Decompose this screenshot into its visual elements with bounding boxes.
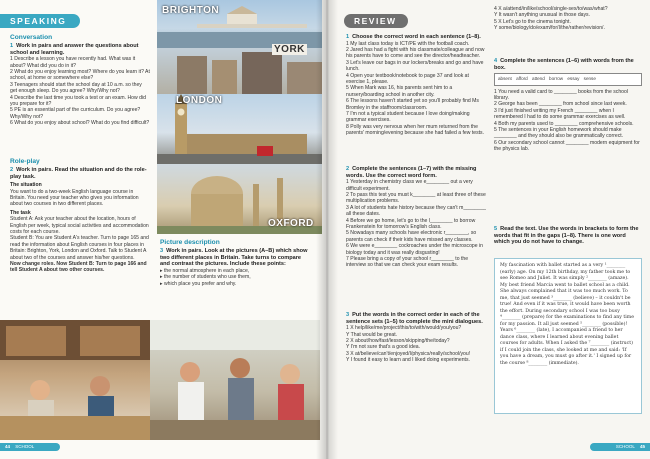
review-4-item-4: 4 Both my parents used to ________ comprehensive schools.: [494, 120, 634, 127]
review-1-item-1: 1 My last class today is ICT/PE with the football coach.: [346, 40, 470, 47]
review-2-item-2: 2 To pass this test you must k________ at least three of these multiplication problems.: [346, 192, 486, 205]
question-5: 5 PE is an essential part of the curriculum. Do you agree? Why/Why not?: [10, 107, 141, 120]
review-4-item-3: 3 I'd just finished writing my French ________ when I remembered I had to do some grammar exercises as well.: [494, 107, 626, 121]
review-task-4-title: Complete the sentences (1–6) with words from the box.: [494, 58, 634, 71]
question-3: 3 Teenagers should start the school day at 10 a.m. so they get enough sleep. Do you agree? Why/Why not?: [10, 81, 142, 95]
review-1-item-5: 5 When Mark was 16, his parents sent him to a nursery/boarding school in another city.: [346, 85, 453, 98]
review-task-3-title: Put the words in the correct order in each of the sentence sets (1–5) to complete the mini dialogues.: [346, 312, 483, 325]
review-task-1: 1 Choose the correct word in each sentence (1–8). 1 My last class today is ICT/PE with the football coach. 2 Jared has had a fight with his classmate/colleague and now his parents have to come and see the director/headteacher. 3 Let's leave our bags in our lockers/breaks and go and have lunch. 4 Open your textbook/notebook to page 37 and look at exercise 1, please. 5 When Mark was 16, his parents sent him to a nursery/boarding school in another city. 6 The lessons haven't started yet so you'll probably find Ms Bromley in the staffroom/classroom. 7 I'm not a typical student because I love doing/making grammar exercises. 8 Polly was very nervous when her mum returned from the parents' morning/evening because she had failed a few tests.: [346, 34, 485, 137]
question-4: 4 Describe the last time you took a test or an exam. How did you prepare for it?: [10, 94, 146, 108]
bullet-2: ▸ the number of students who use them,: [160, 274, 251, 281]
task-1: 1 Work in pairs and answer the questions about school and learning. 1 Describe a lesson you have recently had. What was it about? What did you do in it? 2 What do you enjoy learning most? Where do you learn it? At school, at home or somewhere else? 3 Teenagers should start the school day at 10 a.m. so they get enough sleep. Do you agree? Why/Why not? 4 Describe the last time you took a test or an exam. How did you prepare for it? 5 PE is an essential part of the curriculum. Do you agree? Why/Why not? 6 What do you enjoy about school? What do you find difficult?: [10, 43, 150, 127]
review-3-line-4: Y I'm not sure that's a good idea.: [346, 344, 421, 351]
review-task-2: 2 Complete the sentences (1–7) with the missing words. Use the correct word form. 1 Yesterday in chemistry class we e________ out a very difficult experiment. 2 To pass this test you must k________ at least three of these multiplication problems. 3 A lot of students hate history because they can't m________ all these dates. 4 Before we go home, let's go to the l________ to borrow Frankenstein for tomorrow's English class. 5 Nowadays many schools have electronic r________, so parents can check if their kids have missed any classes. 6 We were e________ cockroaches under the microscope in biology today and it was really disgusting! 7 Please bring a copy of your school r________ to the interview so that we can check your exam results.: [346, 166, 487, 269]
review-2-item-1: 1 Yesterday in chemistry class we e________ out a very difficult experiment.: [346, 179, 473, 192]
review-2-item-5: 5 Nowadays many schools have electronic r________, so parents can check if their kids have missed any classes.: [346, 230, 477, 243]
london-caption: LONDON: [176, 95, 223, 106]
student-b-text: Student B: You are Student A's teacher. Turn to page 165 and read the information about English courses in four places in Britain: Brighton, York, London and Oxford. Talk to Student A about two of the courses and answer his/her questions.: [10, 235, 149, 261]
speaking-banner: SPEAKING: [0, 14, 80, 28]
review-3-line-2: Y That would be great.: [346, 331, 398, 338]
change-roles-text: Now change roles. Now Student B: Turn to page 166 and tell Student A about two other courses.: [10, 261, 147, 274]
bullet-3: ▸ which place you prefer and why.: [160, 280, 237, 287]
situation-text: You want to do a two-week English language course in Britain. You need your teacher who gives you information about two courses in two different places.: [10, 188, 139, 208]
review-4-item-6: 6 Our secondary school cannot ________ modern equipment for the physics lab.: [494, 139, 640, 153]
review-1-item-2: 2 Jared has had a fight with his classmate/colleague and now his parents have to come and see the director/headteacher.: [346, 47, 485, 60]
review-task-5: 5 Read the text. Use the words in brackets to form the words that fit in the gaps (1–8). There is one word which you do not have to change.: [494, 226, 639, 246]
task-1-title: Work in pairs and answer the questions about school and learning.: [10, 43, 139, 56]
role-play-heading: Role-play: [10, 158, 40, 165]
review-3-line-9: 5 X Let's go to the cinema tonight.: [494, 18, 571, 25]
left-page-number: 44: [5, 444, 11, 449]
library-students-illustration: [0, 320, 150, 440]
ballet-text-box: My fascination with ballet started as a very ¹________ (early) age. On my 12th birthday, my father took me to see Romeo and Juliet. It was simply ²________ (amaze). My best friend Marcia went to ballet school as a child. She always complained that it was too much work. To me, that just seemed ³________ (believe) – it couldn't be true! And even if it was true, it would have been worth the effort. During secondary school I was too busy ⁴________ (prepare) for the examinations to find any time for my passion. It all just seemed ⁵________ (possible)! Years ⁶________ (late), I accompanied a friend to her dance class, where I learned about evening ballet courses for adults. When I asked the ⁷________ (instruct) if I could join the class, she looked at me and said: 'If you have a dream, you must go after it.' I signed up for the course ⁸________ (immediate).: [494, 258, 642, 414]
review-3-line-6: Y I found it easy to learn and I liked doing experiments.: [346, 357, 470, 364]
review-1-item-8: 8 Polly was very nervous when her mum returned from the parents' morning/evening because she had failed a few tests.: [346, 123, 485, 137]
review-2-item-6: 6 We were e________ cockroaches under the microscope in biology today and it was really disgusting!: [346, 243, 483, 256]
review-3-line-1: 1 X help/like/me/project/this/to/with/would/you/you?: [346, 325, 462, 332]
review-task-1-title: Choose the correct word in each sentence (1–8).: [352, 34, 481, 40]
review-1-item-4: 4 Open your textbook/notebook to page 37 and look at exercise 1, please.: [346, 72, 469, 86]
task-3-title: Work in pairs. Look at the pictures (A–B) which show two different places in Britain. Take turns to compare and contrast the pictures. Include these points:: [160, 248, 308, 268]
question-6: 6 What do you enjoy about school? What do you find difficult?: [10, 120, 150, 127]
review-3-line-7: 4 X a/attend/in/like/school/single-sex/to/was/what?: [494, 6, 608, 12]
review-1-item-7: 7 I'm not a typical student because I love doing/making grammar exercises.: [346, 111, 470, 124]
review-3-line-5: 3 X at/believe/can't/enjoyed/I/physics/really/school/you!: [346, 350, 471, 357]
bullet-1: ▸ the normal atmosphere in each place,: [160, 267, 250, 274]
canteen-students-illustration: [150, 320, 320, 440]
right-page: [326, 0, 650, 459]
right-page-number: 45: [639, 444, 645, 449]
library-photo: [0, 320, 150, 440]
review-3-line-8: Y It wasn't anything unusual in those days.: [494, 12, 591, 19]
canteen-photo: [150, 320, 320, 440]
review-4-item-1: 1 You need a valid card to ________ books from the school library.: [494, 88, 628, 101]
conversation-heading: Conversation: [10, 34, 53, 41]
review-3-line-10: Y some/biology/do/exam/for/I/the/rather/revision/.: [494, 25, 605, 32]
situation-label: The situation: [10, 182, 42, 189]
student-a-text: Student A: Ask your teacher about the location, hours of English per week, typical social activities and accommodation costs for each course.: [10, 216, 149, 236]
review-1-item-6: 6 The lessons haven't started yet so you'll probably find Ms Bromley in the staffroom/classroom.: [346, 98, 479, 111]
oxford-caption: OXFORD: [268, 218, 314, 229]
right-footer-label: SCHOOL: [615, 444, 635, 449]
review-4-item-2: 2 George has been ________ from school since last week.: [494, 101, 627, 108]
review-2-item-3: 3 A lot of students hate history because they can't m________ all these dates.: [346, 204, 487, 218]
picture-description-heading: Picture description: [160, 239, 220, 246]
review-task-5-title: Read the text. Use the words in brackets to form the words that fit in the gaps (1–8). There is one word which you do not have to change.: [494, 226, 639, 246]
right-footer: [590, 443, 650, 451]
left-footer: [0, 443, 60, 451]
review-4-item-5: 5 The sentences in your English homework should make ________ and they should also be grammatically correct.: [494, 127, 624, 140]
left-footer-label: SCHOOL: [15, 444, 35, 449]
task-2: 2 Work in pairs. Read the situation and do the role-play task. The situation You want to do a two-week English language course in Britain. You need your teacher who gives you information about two courses in two different places. The task Student A: Ask your teacher about the location, hours of English per week, typical social activities and accommodation costs for each course. Student B: You are Student A's teacher. Turn to page 165 and read the information about English courses in four places in Britain: Brighton, York, London and Oxford. Talk to Student A about two of the courses and answer his/her questions. Now change roles. Now Student B: Turn to page 166 and tell Student A about two other courses.: [10, 167, 149, 274]
question-1: 1 Describe a lesson you have recently had. What was it about? What did you do in it?: [10, 56, 136, 69]
review-3-line-3: 2 X about/how/fast/lesson/skipping/the/today?: [346, 338, 450, 344]
review-task-3-continued: [494, 6, 642, 32]
the-task-label: The task: [10, 209, 31, 216]
york-caption: YORK: [274, 44, 305, 55]
review-1-item-3: 3 Let's leave our bags in our lockers/breaks and go and have lunch.: [346, 59, 484, 73]
brighton-caption: BRIGHTON: [162, 5, 220, 16]
review-banner: REVIEW: [344, 14, 408, 28]
review-2-item-4: 4 Before we go home, let's go to the l________ to borrow Frankenstein for tomorrow's English class.: [346, 217, 476, 231]
review-task-2-title: Complete the sentences (1–7) with the missing words. Use the correct word form.: [346, 166, 477, 179]
review-task-3: 3 Put the words in the correct order in each of the sentence sets (1–5) to complete the mini dialogues. 1 X help/like/me/project/this/to/with/would/you/you? Y That would be great. 2 X about/how/fast/lesson/skipping/the/today? Y I'm not sure that's a good idea. 3 X at/believe/can't/enjoyed/I/physics/really/school/you! Y I found it easy to learn and I liked doing experiments.: [346, 312, 486, 364]
review-task-4: 4 Complete the sentences (1–6) with words from the box. absent afford attend borrow essay sense 1 You need a valid card to ________ books from the school library. 2 George has been ________ from school since last week. 3 I'd just finished writing my French ________ when I remembered I had to do some grammar exercises as well. 4 Both my parents used to ________ comprehensive schools. 5 The sentences in your English homework should make ________ and they should also be grammatically correct. 6 Our secondary school cannot ________ modern equipment for the physics lab.: [494, 58, 642, 153]
task-3: 3 Work in pairs. Look at the pictures (A–B) which show two different places in Britain. Take turns to compare and contrast the pictures. Include these points: ▸ the normal atmosphere in each place, ▸ the number of students who use them, ▸ which place you prefer and why.: [160, 248, 310, 287]
review-2-item-7: 7 Please bring a copy of your school r________ to the interview so that we can check your exam results.: [346, 256, 469, 269]
word-box: absent afford attend borrow essay sense: [494, 73, 642, 85]
question-2: 2 What do you enjoy learning most? Where do you learn it? At school, at home or somewhere else?: [10, 69, 150, 82]
task-2-title: Work in pairs. Read the situation and do the role-play task.: [10, 167, 147, 180]
